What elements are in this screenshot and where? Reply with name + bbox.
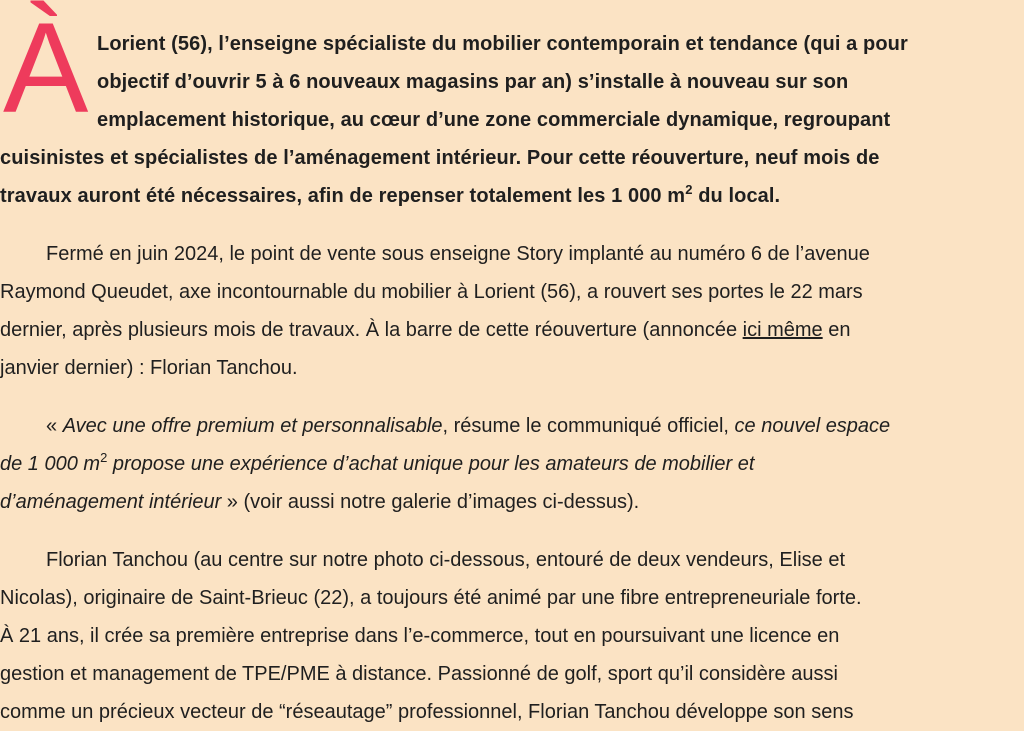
lead-line-5 xyxy=(0,177,780,215)
p1-line-3 xyxy=(0,311,850,349)
quote-text: Avec une offre premium et personnalisable xyxy=(62,415,443,437)
ici-meme-link[interactable]: ici même xyxy=(742,319,823,341)
lead-line-1: Lorient (56), l’enseigne spécialiste du mobilier contemporain et tendance (qui a pour xyxy=(97,33,908,55)
p1-line-3-end: en xyxy=(822,319,851,341)
quote-open: « xyxy=(46,415,63,437)
drop-cap: À xyxy=(3,0,87,140)
lead-line-4: cuisinistes et spécialistes de l’aménagement intérieur. Pour cette réouverture, neuf mois de xyxy=(0,147,880,169)
p2-line-3 xyxy=(0,483,639,521)
p1-line-2: Raymond Queudet, axe incontournable du mobilier à Lorient (56), a rouvert ses portes le 22 mars xyxy=(0,281,863,303)
p3-line-2: Nicolas), originaire de Saint-Brieuc (22), a toujours été animé par une fibre entrepreneuriale forte. xyxy=(0,587,862,609)
p2-line-2 xyxy=(0,445,754,483)
quote-text-4: propose une expérience d’achat unique pour les amateurs de mobilier et xyxy=(107,453,755,475)
quote-text-3: de 1 000 m xyxy=(0,453,101,475)
p1-line-4: janvier dernier) : Florian Tanchou. xyxy=(0,357,298,379)
lead-line-3: emplacement historique, au cœur d’une zone commerciale dynamique, regroupant xyxy=(97,109,891,131)
superscript: 2 xyxy=(100,450,108,465)
lead-line-2: objectif d’ouvrir 5 à 6 nouveaux magasins par an) s’installe à nouveau sur son xyxy=(97,71,849,93)
lead-line-5-end: du local. xyxy=(692,185,781,207)
p2-line-1 xyxy=(46,407,890,445)
p1-line-1: Fermé en juin 2024, le point de vente sous enseigne Story implanté au numéro 6 de l’avenue xyxy=(46,243,870,265)
quote-text-5: d’aménagement intérieur xyxy=(0,491,222,513)
p3-line-1: Florian Tanchou (au centre sur notre photo ci-dessous, entouré de deux vendeurs, Elise et xyxy=(46,549,845,571)
quote-text-2: ce nouvel espace xyxy=(734,415,891,437)
p2-line-3-end: » (voir aussi notre galerie d’images ci-dessus). xyxy=(221,491,640,513)
p3-line-3: À 21 ans, il crée sa première entreprise dans l’e-commerce, tout en poursuivant une licence en xyxy=(0,625,840,647)
lead-line-5-text: travaux auront été nécessaires, afin de repenser totalement les 1 000 m xyxy=(0,185,686,207)
superscript: 2 xyxy=(685,182,693,197)
p3-line-4: gestion et management de TPE/PME à distance. Passionné de golf, sport qu’il considère aussi xyxy=(0,663,838,685)
p1-line-3-text: dernier, après plusieurs mois de travaux. À la barre de cette réouverture (annoncée xyxy=(0,319,743,341)
p2-line-1-mid: , résume le communiqué officiel, xyxy=(442,415,735,437)
p3-line-5: comme un précieux vecteur de “réseautage” professionnel, Florian Tanchou développe son sens xyxy=(0,701,854,723)
